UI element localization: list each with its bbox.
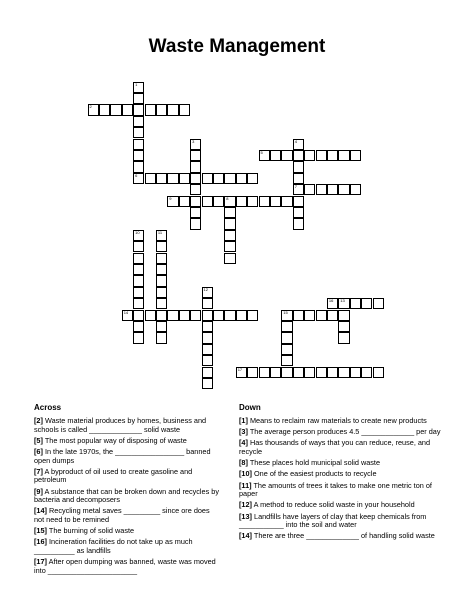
cell-number: 17 [237, 366, 243, 372]
cell-number: 14 [123, 309, 129, 315]
grid-cell[interactable] [133, 275, 144, 286]
down-heading: Down [239, 403, 261, 412]
clue-text: The amounts of trees it takes to make one metric ton of paper [239, 480, 432, 499]
clue-number: [4] [239, 438, 248, 448]
grid-cell[interactable] [190, 184, 201, 195]
clue-text: Incineration facilities do not take up as much __________ as landfills [34, 537, 193, 555]
grid-cell[interactable] [156, 173, 167, 184]
down-clue [239, 439, 443, 456]
grid-cell[interactable] [373, 298, 384, 309]
across-clue [34, 468, 220, 485]
grid-cell[interactable] [145, 173, 156, 184]
grid-cell[interactable] [236, 196, 247, 207]
grid-cell[interactable] [167, 104, 178, 115]
clue-number: [13] [239, 511, 252, 521]
clue-number: [9] [34, 486, 43, 496]
grid-cell[interactable] [202, 332, 213, 343]
across-clue [34, 417, 220, 434]
across-clue [34, 558, 220, 575]
grid-cell[interactable] [190, 196, 201, 207]
grid-cell[interactable] [338, 321, 349, 332]
grid-cell[interactable] [190, 161, 201, 172]
grid-cell[interactable] [224, 310, 235, 321]
grid-cell[interactable] [133, 310, 144, 321]
clue-text: A byproduct of oil used to create gasoline and petroleum [34, 466, 193, 485]
grid-cell[interactable] [133, 150, 144, 161]
grid-cell[interactable] [156, 104, 167, 115]
grid-cell[interactable] [236, 367, 247, 378]
across-clue [34, 538, 220, 555]
clue-text: Recycling metal saves _________ since ore does not need to be remined [34, 506, 210, 524]
page-title: Waste Management [148, 36, 326, 57]
clue-text: A substance that can be broken down and recycles by bacteria and decomposers [34, 486, 219, 505]
clue-text: There are three _____________ of handling solid waste [251, 531, 435, 541]
grid-cell[interactable] [190, 310, 201, 321]
grid-cell[interactable] [179, 310, 190, 321]
grid-cell[interactable] [316, 184, 327, 195]
across-clue [34, 437, 220, 446]
grid-cell[interactable] [304, 367, 315, 378]
grid-cell[interactable] [259, 150, 270, 161]
grid-cell[interactable] [133, 104, 144, 115]
grid-cell[interactable] [202, 287, 213, 298]
cell-number: 1 [135, 81, 138, 87]
cell-number: 16 [328, 298, 334, 304]
grid-cell[interactable] [122, 104, 133, 115]
clue-text: These places hold municipal solid waste [247, 458, 381, 468]
grid-cell[interactable] [156, 241, 167, 252]
grid-cell[interactable] [281, 196, 292, 207]
clue-number: [7] [34, 466, 43, 476]
across-clue [34, 527, 220, 536]
grid-cell[interactable] [361, 367, 372, 378]
cell-number: 6 [135, 172, 138, 178]
grid-cell[interactable] [156, 310, 167, 321]
grid-cell[interactable] [224, 241, 235, 252]
grid-cell[interactable] [190, 173, 201, 184]
grid-cell[interactable] [247, 310, 258, 321]
grid-cell[interactable] [338, 310, 349, 321]
clue-number: [2] [34, 416, 43, 425]
grid-cell[interactable] [270, 367, 281, 378]
grid-cell[interactable] [373, 367, 384, 378]
grid-cell[interactable] [224, 218, 235, 229]
grid-cell[interactable] [304, 184, 315, 195]
grid-cell[interactable] [281, 150, 292, 161]
grid-cell[interactable] [293, 150, 304, 161]
cell-number: 10 [135, 229, 140, 235]
down-clue-list [239, 417, 443, 541]
grid-cell[interactable] [304, 150, 315, 161]
down-clue [239, 428, 443, 437]
grid-cell[interactable] [167, 173, 178, 184]
down-clue [239, 459, 443, 468]
grid-cell[interactable] [281, 355, 292, 366]
clue-number: [11] [239, 480, 252, 490]
grid-cell[interactable] [281, 321, 292, 332]
clue-number: [14] [34, 506, 47, 516]
down-clue [239, 513, 443, 530]
grid-cell[interactable] [236, 173, 247, 184]
grid-cell[interactable] [293, 196, 304, 207]
cell-number: 5 [260, 149, 263, 155]
across-clue-list [34, 417, 220, 575]
grid-cell[interactable] [247, 196, 258, 207]
clue-number: [5] [34, 435, 43, 445]
grid-cell[interactable] [133, 253, 144, 264]
grid-cell[interactable] [213, 310, 224, 321]
grid-cell[interactable] [202, 196, 213, 207]
grid-cell[interactable] [236, 310, 247, 321]
grid-cell[interactable] [316, 150, 327, 161]
grid-cell[interactable] [156, 275, 167, 286]
grid-cell[interactable] [293, 161, 304, 172]
grid-cell[interactable] [99, 104, 110, 115]
grid-cell[interactable] [133, 127, 144, 138]
cell-number: 3 [192, 138, 195, 144]
grid-cell[interactable] [327, 150, 338, 161]
clue-number: [16] [34, 537, 47, 547]
grid-cell[interactable] [133, 332, 144, 343]
grid-cell[interactable] [179, 104, 190, 115]
grid-cell[interactable] [224, 207, 235, 218]
grid-cell[interactable] [156, 298, 167, 309]
grid-cell[interactable] [179, 173, 190, 184]
grid-cell[interactable] [327, 184, 338, 195]
clue-text: The most popular way of disposing of waste [42, 435, 187, 445]
grid-cell[interactable] [156, 287, 167, 298]
grid-cell[interactable] [156, 321, 167, 332]
grid-cell[interactable] [293, 367, 304, 378]
cell-number: 12 [203, 286, 208, 292]
grid-cell[interactable] [327, 298, 338, 309]
grid-cell[interactable] [190, 150, 201, 161]
grid-cell[interactable] [350, 184, 361, 195]
clue-text: A method to reduce solid waste in your household [251, 500, 415, 510]
across-clues [34, 403, 220, 578]
grid-cell[interactable] [202, 344, 213, 355]
grid-cell[interactable] [281, 367, 292, 378]
across-clue [34, 448, 220, 465]
clue-text: In the late 1970s, the _________________ banned open dumps [34, 446, 211, 465]
down-clue [239, 532, 443, 541]
grid-cell[interactable] [350, 150, 361, 161]
grid-cell[interactable] [133, 139, 144, 150]
grid-cell[interactable] [133, 82, 144, 93]
grid-cell[interactable] [133, 321, 144, 332]
grid-cell[interactable] [338, 367, 349, 378]
grid-cell[interactable] [190, 218, 201, 229]
grid-cell[interactable] [361, 298, 372, 309]
clue-number: [12] [239, 500, 252, 510]
grid-cell[interactable] [167, 310, 178, 321]
grid-cell[interactable] [281, 344, 292, 355]
clue-number: [8] [239, 458, 248, 468]
grid-cell[interactable] [133, 161, 144, 172]
grid-cell[interactable] [293, 139, 304, 150]
grid-cell[interactable] [259, 196, 270, 207]
clue-number: [10] [239, 469, 252, 479]
grid-cell[interactable] [224, 253, 235, 264]
grid-cell[interactable] [224, 196, 235, 207]
clue-text: The average person produces 4.5 _____________ per day [247, 427, 441, 437]
grid-cell[interactable] [110, 104, 121, 115]
clue-number: [6] [34, 446, 43, 456]
grid-cell[interactable] [338, 150, 349, 161]
grid-cell[interactable] [350, 367, 361, 378]
grid-cell[interactable] [293, 173, 304, 184]
grid-cell[interactable] [202, 298, 213, 309]
cell-number: 13 [340, 298, 345, 304]
clue-number: [1] [239, 416, 248, 425]
grid-cell[interactable] [293, 207, 304, 218]
grid-cell[interactable] [213, 196, 224, 207]
clue-number: [17] [34, 557, 47, 567]
grid-cell[interactable] [338, 298, 349, 309]
grid-cell[interactable] [122, 310, 133, 321]
clue-text: Means to reclaim raw materials to create new products [247, 416, 427, 425]
across-heading: Across [34, 403, 62, 412]
grid-cell[interactable] [133, 264, 144, 275]
grid-cell[interactable] [202, 310, 213, 321]
clue-text: One of the easiest products to recycle [251, 469, 377, 479]
clue-text: Waste material produces by homes, business and schools is called _____________ solid waste [34, 416, 207, 434]
grid-cell[interactable] [145, 310, 156, 321]
grid-cell[interactable] [156, 230, 167, 241]
grid-cell[interactable] [145, 104, 156, 115]
across-clue [34, 488, 220, 505]
clue-text: The burning of solid waste [46, 526, 135, 536]
cell-number: 11 [157, 229, 163, 235]
grid-cell[interactable] [133, 230, 144, 241]
clue-number: [3] [239, 427, 248, 437]
grid-cell[interactable] [179, 196, 190, 207]
grid-cell[interactable] [213, 173, 224, 184]
grid-cell[interactable] [270, 150, 281, 161]
grid-cell[interactable] [202, 378, 213, 389]
grid-cell[interactable] [156, 332, 167, 343]
down-clues [239, 403, 443, 543]
grid-cell[interactable] [224, 173, 235, 184]
clue-text: Has thousands of ways that you can reduce, reuse, and recycle [239, 438, 431, 456]
cell-number: 4 [294, 138, 297, 144]
grid-cell[interactable] [270, 196, 281, 207]
grid-cell[interactable] [133, 298, 144, 309]
grid-cell[interactable] [202, 321, 213, 332]
grid-cell[interactable] [156, 264, 167, 275]
across-clue [34, 507, 220, 524]
grid-cell[interactable] [133, 93, 144, 104]
grid-cell[interactable] [304, 310, 315, 321]
cell-number: 2 [89, 104, 92, 110]
grid-cell[interactable] [316, 367, 327, 378]
grid-cell[interactable] [167, 196, 178, 207]
grid-cell[interactable] [338, 184, 349, 195]
grid-cell[interactable] [202, 355, 213, 366]
grid-cell[interactable] [133, 173, 144, 184]
grid-cell[interactable] [133, 116, 144, 127]
clue-number: [14] [239, 531, 252, 541]
clue-number: [15] [34, 526, 47, 536]
grid-cell[interactable] [156, 253, 167, 264]
clue-text: After open dumping was banned, waste was moved into ______________________ [34, 557, 216, 575]
grid-cell[interactable] [247, 367, 258, 378]
grid-cell[interactable] [327, 367, 338, 378]
grid-cell[interactable] [293, 184, 304, 195]
grid-cell[interactable] [247, 173, 258, 184]
grid-cell[interactable] [259, 367, 270, 378]
clue-text: Landfills have layers of clay that keep chemicals from ___________ into the soil and water [239, 511, 427, 530]
grid-cell[interactable] [293, 218, 304, 229]
grid-cell[interactable] [350, 298, 361, 309]
grid-cell[interactable] [133, 287, 144, 298]
cell-number: 8 [226, 195, 229, 201]
grid-cell[interactable] [224, 230, 235, 241]
grid-cell[interactable] [281, 332, 292, 343]
down-clue [239, 470, 443, 479]
down-clue [239, 417, 443, 426]
grid-cell[interactable] [88, 104, 99, 115]
grid-cell[interactable] [316, 310, 327, 321]
cell-number: 7 [294, 184, 297, 190]
cell-number: 15 [283, 309, 288, 315]
grid-cell[interactable] [133, 241, 144, 252]
down-clue [239, 501, 443, 510]
grid-cell[interactable] [202, 173, 213, 184]
grid-cell[interactable] [281, 310, 292, 321]
grid-cell[interactable] [293, 310, 304, 321]
down-clue [239, 482, 443, 499]
grid-cell[interactable] [202, 367, 213, 378]
cell-number: 9 [169, 195, 172, 201]
grid-cell[interactable] [190, 207, 201, 218]
grid-cell[interactable] [327, 310, 338, 321]
grid-cell[interactable] [338, 332, 349, 343]
grid-cell[interactable] [190, 139, 201, 150]
